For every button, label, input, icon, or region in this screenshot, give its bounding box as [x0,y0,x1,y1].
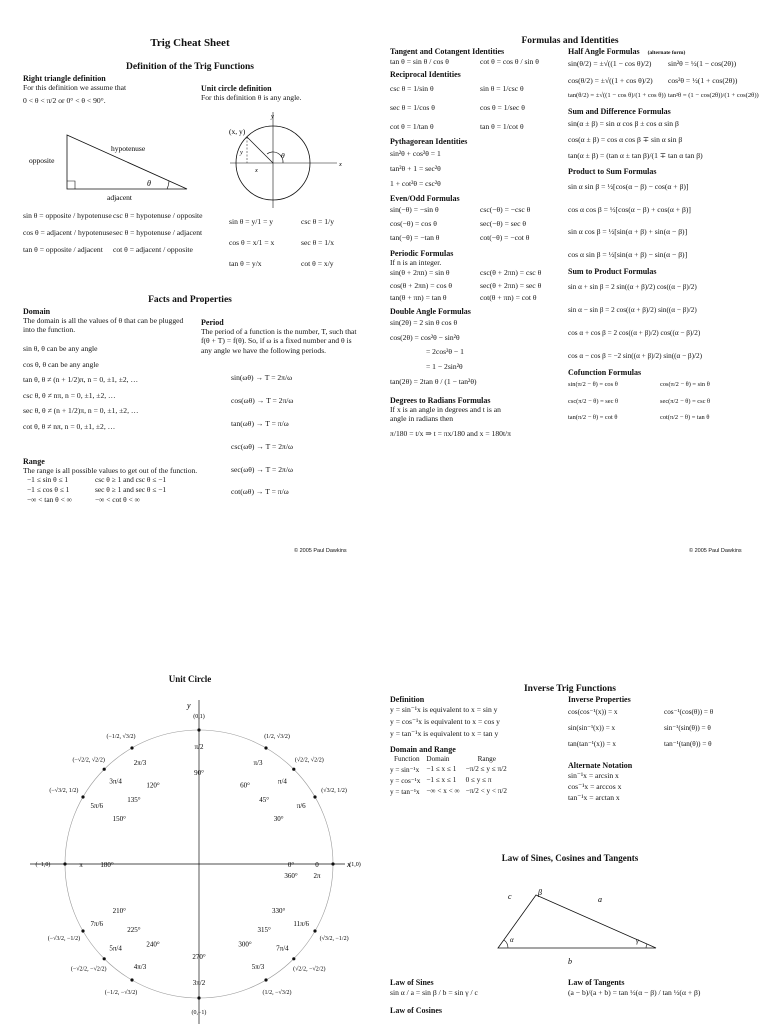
point-radian-label: 5π/3 [251,963,265,972]
beta-label: β [538,888,542,897]
svg-text:x: x [339,161,342,168]
period-item: csc(ωθ) → T = 2π/ω [231,441,293,451]
uc-formula-cot: cot θ = x/y [301,259,334,268]
alpha-label: α [510,936,514,944]
unit-circle-point [292,957,295,960]
domain-item: cos θ, θ can be any angle [23,359,99,369]
unit-circle-point [103,768,106,771]
domain-section [23,307,193,434]
domain-item: csc θ, θ ≠ nπ, n = 0, ±1, ±2, … [23,390,116,400]
right-triangle-line2: 0 < θ < π/2 or 0° < θ < 90°. [23,96,106,106]
point-radian-label-alt: 2π [313,872,321,880]
y-axis-label: y [187,701,191,710]
point-radian-label: 3π/2 [192,979,206,987]
point-degree-label: 300° [238,940,252,949]
point-coordinate-label: (−√3/2, 1/2) [49,788,79,794]
point-radian-label: 2π/3 [133,758,147,767]
half-angle-heading: Half Angle Formulas [568,47,640,56]
unit-circle-point [331,862,334,865]
point-coordinate-label: (1/2, √3/2) [264,733,290,740]
cofunction-heading: Cofunction Formulas [568,368,642,378]
unit-circle-point [197,728,200,731]
point-radian-label: 5π/6 [90,802,104,810]
point-radian-label: 3π/4 [109,777,122,786]
unit-circle-point [81,795,84,798]
formula-csc: csc θ = hypotenuse / opposite [113,211,203,220]
point-degree-label: 270° [192,953,206,961]
period-text: The period of a function is the number, T, such that f(θ + T) = f(θ). So, if ω is a fixed number and θ is any angle we have the following periods. [201,327,357,355]
point-coordinate-label: (−√2/2, √2/2) [72,757,105,764]
unit-circle-point [81,929,84,932]
copyright-right: © 2005 Paul Dawkins [689,548,742,554]
point-degree-label: 180° [100,861,114,869]
point-coordinate-label: (0,1) [193,714,205,720]
domain-item: sin θ, θ can be any angle [23,343,98,353]
unit-circle-def-section [201,84,361,102]
right-triangle-section [23,74,193,106]
point-degree-label: 135° [127,795,141,804]
right-triangle-heading: Right triangle definition [23,74,106,83]
facts-title: Facts and Properties [148,295,232,305]
period-item: cot(ωθ) → T = π/ω [231,487,289,497]
point-radian-label: π/3 [253,758,263,767]
opposite-label: opposite [29,156,55,165]
page-title: Trig Cheat Sheet [150,37,230,49]
point-degree-label: 0° [287,861,295,869]
right-triangle-formulas [23,210,203,255]
period-section [201,318,361,504]
inverse-right-column: Inverse Properties cos(cos⁻¹(x)) = x cos⁻¹(cos(θ)) = θ sin(sin⁻¹(x)) = x sin⁻¹(sin(θ)) = θ tan(tan⁻¹(x)) = x tan⁻¹(tan(θ)) = θ Alternate Notation sin⁻¹x = arcsin x cos⁻¹x = arccos x tan⁻¹x = arctan x [568,695,758,804]
point-degree-label: 90° [194,769,204,777]
point-coordinate-label: (√2/2, −√2/2) [293,966,326,973]
point-coordinate-label: (−√2/2, −√2/2) [70,966,107,973]
law-sines-formula: sin α / a = sin β / b = sin γ / c [390,988,478,997]
right-angle-mark [67,181,75,189]
law-tangents-section [568,978,758,998]
point-degree-label-alt: 360° [284,872,298,880]
inv-definition-heading: Definition [390,695,425,704]
pythagorean-heading: Pythagorean Identities [390,137,468,146]
point-coordinate-label: (1,0) [349,862,361,868]
point-radian-label: 7π/6 [90,920,104,928]
unit-circle-point [197,996,200,999]
theta-label: θ [147,179,151,188]
point-degree-label: 225° [127,926,141,935]
unit-circle-def-heading: Unit circle definition [201,84,272,93]
x-axis-label: x [347,860,351,869]
unit-circle-chart [0,680,380,1024]
point-radian-label: π/2 [194,743,204,751]
law-cosines-heading: Law of Cosines [390,1006,443,1015]
right-identities-column: Half Angle Formulas (alternate form) sin(θ/2) = ±√((1 − cos θ)/2) sin²θ = ½(1 − cos(2θ)) cos(θ/2) = ±√((1 + cos θ)/2) cos²θ = ½(1 + cos(2θ)) tan(θ/2) = ±√((1 − cos θ)/(1 + cos θ)) tan²θ = (1 − cos(2θ))/(1 + cos(2θ)) Sum and Difference Formulas sin(α ± β) = sin α cos β ± cos α sin β cos(α ± β) = cos α cos β ∓ sin α sin β tan(α ± β) = (tan α ± tan β)/(1 ∓ tan α tan β) Product to Sum Formulas sin α sin β = ½[cos(α − β) − cos(α + β)] cos α cos β = ½[cos(α − β) + cos(α + β)] sin α cos β = ½[sin(α + β) + sin(α − β)] cos α sin β = ½[sin(α + β) − sin(α − β)] Sum to Product Formulas sin α + sin β = 2 sin((α + β)/2) cos((α − β)/2) sin α − sin β = 2 cos((α + β)/2) sin((α − β)/2) cos α + cos β = 2 cos((α + β)/2) cos((α − β)/2) cos α − cos β = −2 sin((α + β)/2) sin((α − β)/2) Cofunction Formulas sin(π/2 − θ) = cos θ cos(π/2 − θ) = sin θ csc(π/2 − θ) = sec θ sec(π/2 − θ) = csc θ tan(π/2 − θ) = cot θ cot(π/2 − θ) = tan θ [568,47,759,422]
unit-circle-point [63,862,66,865]
point-radian-label: 4π/3 [133,963,147,972]
right-triangle-line1: For this definition we assume that [23,83,127,92]
point-radian-label: 0 [315,861,319,869]
oblique-triangle-diagram [480,878,670,966]
unit-circle-point [103,957,106,960]
x-label: x [255,167,258,174]
law-sines-heading: Law of Sines [390,978,434,987]
point-radian-label: π/4 [277,777,287,786]
point-radian-label: π [79,861,83,869]
even-odd-heading: Even/Odd Formulas [390,193,460,203]
point-radian-label: 7π/4 [276,944,289,953]
copyright-left: © 2005 Paul Dawkins [294,548,347,554]
domain-heading: Domain [23,307,51,316]
uc-formula-sin: sin θ = y/1 = y [229,217,274,226]
point-coordinate-label: (−√3/2, −1/2) [47,936,81,942]
point-coordinate-label: (0,−1) [191,1010,207,1016]
point-degree-label: 240° [146,940,160,949]
unit-circle-point [130,746,133,749]
point-coordinate-label: (−1/2, √3/2) [106,733,136,740]
unit-circle-title: Unit Circle [168,674,212,684]
unit-circle-point [130,978,133,981]
domain-text: The domain is all the values of θ that can be plugged into the function. [23,316,184,335]
periodic-heading: Periodic Formulas [390,248,454,258]
point-coordinate-label: (√3/2, 1/2) [321,788,347,794]
point-degree-label: 210° [112,907,126,915]
y-label: y [240,149,243,156]
tan-cot-heading: Tangent and Cotangent Identities [390,47,505,56]
formula-cos: cos θ = adjacent / hypotenuse [23,228,113,237]
reciprocal-heading: Reciprocal Identities [390,70,461,79]
range-section: Range The range is all possible values to get out of the function. −1 ≤ sin θ ≤ 1 csc θ ≥ 1 and csc θ ≤ −1 −1 ≤ cos θ ≤ 1 sec θ ≥ 1 and sec θ ≤ −1 −∞ < tan θ < ∞ −∞ < cot θ < ∞ [23,457,198,504]
unit-circle-point [264,746,267,749]
theta-arc [167,181,169,189]
point-coordinate-label: (1/2, −√3/2) [262,990,292,997]
formula-cot: cot θ = adjacent / opposite [113,245,193,254]
unit-circle-def-line1: For this definition θ is any angle. [201,93,302,102]
period-heading: Period [201,318,224,327]
inverse-title: Inverse Trig Functions [523,684,616,694]
left-identities-column: Tangent and Cotangent Identities tan θ = sin θ / cos θ cot θ = cos θ / sin θ Reciprocal Identities csc θ = 1/sin θ sin θ = 1/csc θ sec θ = 1/cos θ cos θ = 1/sec θ cot θ = 1/tan θ tan θ = 1/cot θ Pythagorean Identities sin²θ + cos²θ = 1 tan²θ + 1 = sec²θ 1 + cot²θ = csc²θ Even/Odd Formulas sin(−θ) = −sin θ csc(−θ) = −csc θ cos(−θ) = cos θ sec(−θ) = sec θ tan(−θ) = −tan θ cot(−θ) = −cot θ Periodic Formulas If n is an integer. sin(θ + 2πn) = sin θ csc(θ + 2πn) = csc θ cos(θ + 2πn) = cos θ sec(θ + 2πn) = sec θ tan(θ + πn) = tan θ cot(θ + πn) = cot θ Double Angle Formulas sin(2θ) = 2 sin θ cos θ cos(2θ) = cos²θ − sin²θ = 2cos²θ − 1 = 1 − 2sin²θ tan(2θ) = 2tan θ / (1 − tan²θ) Degrees to Radians Formulas If x is an angle in degrees and t is an angle in radians then π/180 = t/x ⇒ t = πx/180 and x = 180t/π [390,47,560,439]
point-radian-label: 11π/6 [293,920,310,928]
law-sines-section [390,978,560,1015]
period-item: sec(ωθ) → T = 2π/ω [231,464,293,474]
adjacent-label: adjacent [107,193,132,202]
triangle-shape [498,895,656,948]
uc-formula-cos: cos θ = x/1 = x [229,238,275,247]
point-degree-label: 330° [272,907,286,915]
unit-circle-point [264,978,267,981]
formulas-title: Formulas and Identities [521,36,619,46]
formula-sin: sin θ = opposite / hypotenuse [23,211,112,220]
law-tangents-heading: Law of Tangents [568,978,625,987]
formula-sec: sec θ = hypotenuse / adjacent [113,228,203,237]
deg-rad-heading: Degrees to Radians Formulas [390,395,491,405]
product-sum-heading: Product to Sum Formulas [568,166,657,176]
inv-domain-range-table: Function Domain Range y = sin⁻¹x −1 ≤ x ≤ 1 −π/2 ≤ y ≤ π/2 y = cos⁻¹x −1 ≤ x ≤ 1 0 ≤ y ≤ π y = tan⁻¹x −∞ < x < ∞ −π/2 < y < π/2 [390,755,507,797]
gamma-label: γ [636,937,639,945]
uc-formula-tan: tan θ = y/x [229,259,262,268]
side-a-label: a [598,895,602,904]
uc-formula-csc: csc θ = 1/y [301,217,335,226]
period-item: tan(ωθ) → T = π/ω [231,419,289,429]
inv-properties-heading: Inverse Properties [568,695,631,704]
point-degree-label: 120° [146,781,160,790]
range-text: The range is all possible values to get out of the function. [23,466,198,475]
sum-diff-heading: Sum and Difference Formulas [568,106,671,116]
domain-item: tan θ, θ ≠ (n + 1/2)π, n = 0, ±1, ±2, … [23,375,139,385]
point-degree-label: 150° [112,815,126,823]
point-coordinate-label: (√3/2, −1/2) [319,936,349,942]
inverse-left-column: Definition y = sin⁻¹x is equivalent to x = sin y y = cos⁻¹x is equivalent to x = cos y y = tan⁻¹x is equivalent to x = tan y Domain and Range Function Domain Range y = sin⁻¹x −1 ≤ x ≤ 1 −π/2 ≤ y ≤ π/2 y = cos⁻¹x −1 ≤ x ≤ 1 0 ≤ y ≤ π y = tan⁻¹x −∞ < x < ∞ −π/2 < y < π/2 [390,695,565,797]
period-item: cos(ωθ) → T = 2π/ω [231,396,294,406]
cheat-sheet-page-2 [0,640,768,1024]
alt-notation-heading: Alternate Notation [568,760,633,770]
point-coordinate-label: (−1,0) [35,862,51,868]
hypotenuse-label: hypotenuse [111,144,146,153]
point-degree-label: 60° [240,781,250,790]
side-b-label: b [568,957,572,966]
range-heading: Range [23,457,45,466]
point-degree-label: 30° [273,815,284,823]
svg-text:y: y [271,113,274,120]
domain-item: cot θ, θ ≠ nπ, n = 0, ±1, ±2, … [23,421,116,431]
side-c-label: c [508,892,512,901]
unit-circle-point [313,929,316,932]
unit-circle-def-diagram [225,110,345,210]
definition-title: Definition of the Trig Functions [126,62,254,72]
point-label: (x, y) [229,127,246,136]
unit-circle-formulas [229,216,334,269]
uc-formula-sec: sec θ = 1/x [301,238,335,247]
point-radian-label: 5π/4 [109,944,122,953]
unit-circle-point [313,795,316,798]
right-triangle-diagram [23,125,193,205]
formula-tan: tan θ = opposite / adjacent [23,245,103,254]
point-degree-label: 45° [259,795,270,804]
theta-label: θ [281,151,285,160]
period-item: sin(ωθ) → T = 2π/ω [231,373,293,383]
point-degree-label: 315° [257,926,271,935]
laws-title: Law of Sines, Cosines and Tangents [501,853,639,863]
point-coordinate-label: (−1/2, −√3/2) [104,990,138,997]
law-tangents-formula: (a − b)/(a + b) = tan ½(α − β) / tan ½(α + β) [568,988,701,997]
double-angle-heading: Double Angle Formulas [390,306,471,316]
inv-domain-range-heading: Domain and Range [390,745,456,755]
domain-item: sec θ, θ ≠ (n + 1/2)π, n = 0, ±1, ±2, … [23,406,139,416]
point-coordinate-label: (√2/2, √2/2) [294,757,324,764]
point-radian-label: π/6 [296,802,306,810]
unit-circle-point [292,768,295,771]
sum-product-heading: Sum to Product Formulas [568,266,657,276]
